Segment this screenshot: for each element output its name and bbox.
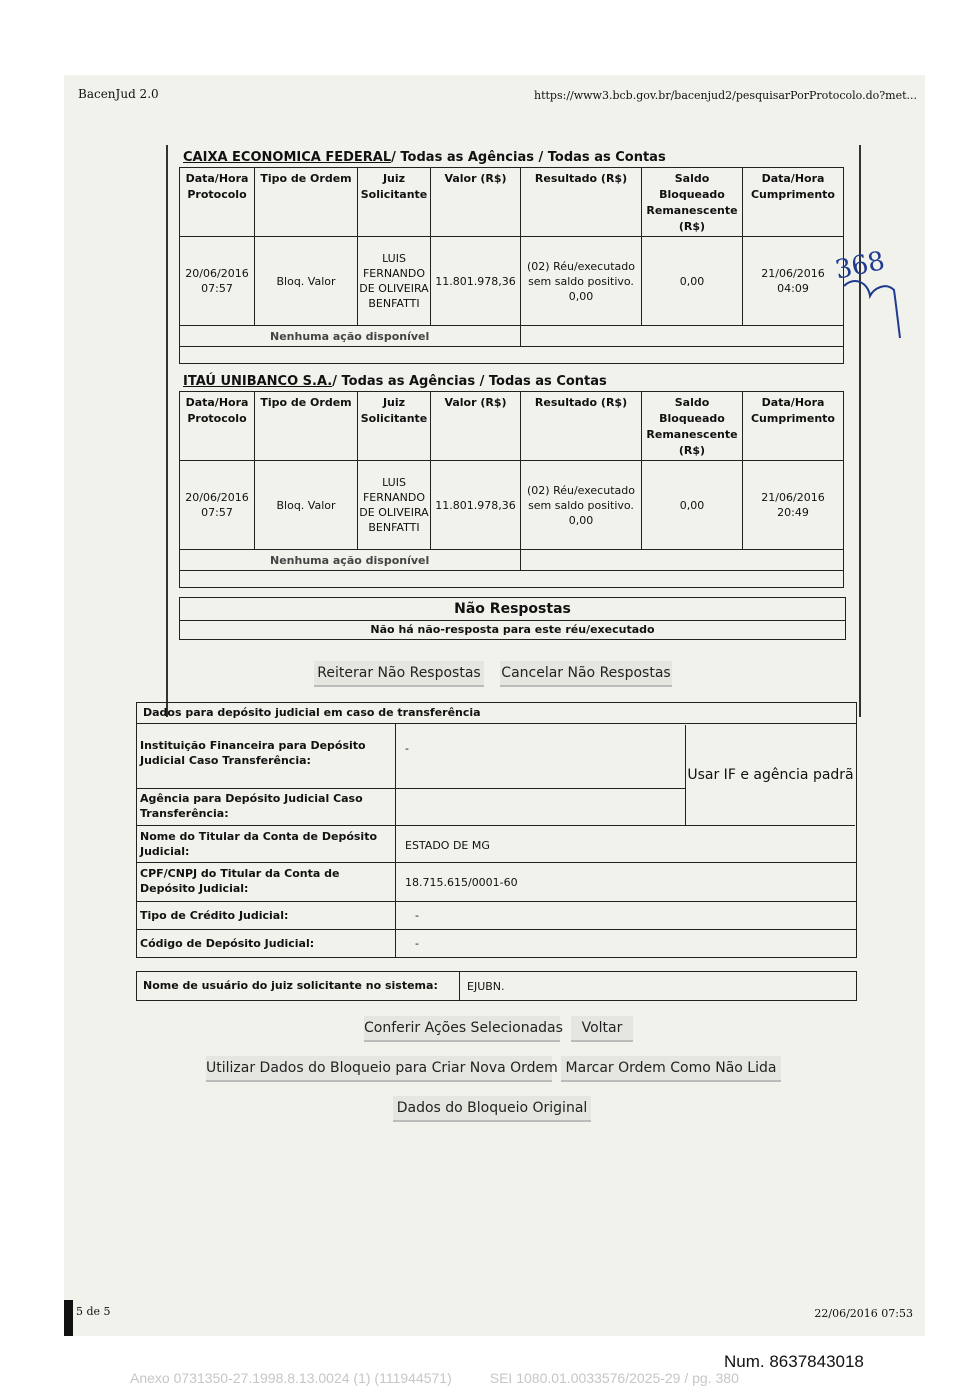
bank-table xyxy=(179,167,844,347)
tipo-credito-cell xyxy=(395,902,396,929)
column-header: Juiz Solicitante xyxy=(358,168,431,237)
document-number: Num. 8637843018 xyxy=(724,1352,864,1371)
tipo-credito-select[interactable]: - xyxy=(415,909,419,922)
stamp-number: 368 xyxy=(832,246,888,286)
cpf-cell xyxy=(395,863,396,901)
divider xyxy=(179,571,844,588)
usar-if-button[interactable]: Usar IF e agência padrã xyxy=(685,725,855,826)
instituicao-select[interactable]: - xyxy=(405,742,409,755)
nao-respostas-box xyxy=(179,597,846,640)
table-header-row xyxy=(180,392,844,461)
bank-name[interactable]: ITAÚ UNIBANCO S.A. xyxy=(183,374,333,389)
instituicao-label: Instituição Financeira para Depósito Judicial Caso Transferência: xyxy=(140,739,366,767)
codigo-row xyxy=(137,930,856,957)
reiterar-button[interactable]: Reiterar Não Respostas xyxy=(314,661,484,687)
sei-text: SEI 1080.01.0033576/2025-29 / pg. 380 xyxy=(489,1370,739,1386)
bank-section-caixa xyxy=(179,149,844,364)
codigo-cell xyxy=(395,930,396,957)
cell-protocolo: 20/06/2016 07:57 xyxy=(180,237,255,326)
divider xyxy=(179,347,844,364)
bank-title xyxy=(179,373,844,391)
usuario-value: EJUBN. xyxy=(467,980,505,993)
usuario-row xyxy=(136,971,857,1001)
page-number: 5 de 5 xyxy=(76,1305,111,1318)
titular-row xyxy=(137,826,856,863)
cell-protocolo: 20/06/2016 07:57 xyxy=(180,461,255,550)
instituicao-row xyxy=(137,724,685,789)
column-header: Tipo de Ordem xyxy=(255,392,358,461)
no-action-empty xyxy=(521,550,844,571)
cpf-label: CPF/CNPJ do Titular da Conta de Depósito Judicial: xyxy=(140,867,340,895)
scan-edge xyxy=(64,1300,73,1336)
cell-saldo: 0,00 xyxy=(642,461,743,550)
cell-cumprimento: 21/06/2016 20:49 xyxy=(743,461,844,550)
column-header: Data/Hora Cumprimento xyxy=(743,392,844,461)
app-title: BacenJud 2.0 xyxy=(78,87,159,101)
column-header: Saldo Bloqueado Remanescente (R$) xyxy=(642,392,743,461)
bank-title xyxy=(179,149,844,167)
nao-respostas-text: Não há não-resposta para este réu/executado xyxy=(370,623,655,636)
cancelar-button[interactable]: Cancelar Não Respostas xyxy=(500,661,672,687)
column-header: Data/Hora Cumprimento xyxy=(743,168,844,237)
cell-cumprimento: 21/06/2016 04:09 xyxy=(743,237,844,326)
usuario-divider xyxy=(459,972,460,1000)
bank-scope: / Todas as Agências / Todas as Contas xyxy=(332,374,607,389)
instituicao-cell xyxy=(395,724,396,788)
column-header: Valor (R$) xyxy=(431,168,521,237)
deposito-section xyxy=(136,702,857,958)
cell-tipo: Bloq. Valor xyxy=(255,461,358,550)
table-row xyxy=(180,237,844,326)
page-url: https://www3.bcb.gov.br/bacenjud2/pesquisarPorProtocolo.do?met... xyxy=(534,89,917,102)
codigo-input[interactable]: - xyxy=(415,937,419,950)
no-action-row xyxy=(180,326,844,347)
cell-juiz: LUIS FERNANDO DE OLIVEIRA BENFATTI xyxy=(358,237,431,326)
conferir-button[interactable]: Conferir Ações Selecionadas xyxy=(364,1016,560,1042)
print-datetime: 22/06/2016 07:53 xyxy=(814,1307,913,1320)
utilizar-dados-button[interactable]: Utilizar Dados do Bloqueio para Criar Nova Ordem xyxy=(206,1056,552,1082)
titular-cell xyxy=(395,826,396,862)
cell-resultado: (02) Réu/executado sem saldo positivo. 0,00 xyxy=(521,461,642,550)
cell-valor: 11.801.978,36 xyxy=(431,461,521,550)
column-header: Resultado (R$) xyxy=(521,392,642,461)
dados-original-button[interactable]: Dados do Bloqueio Original xyxy=(393,1096,591,1122)
cell-resultado: (02) Réu/executado sem saldo positivo. 0,00 xyxy=(521,237,642,326)
no-action-text: Nenhuma ação disponível xyxy=(180,550,521,571)
deposito-heading: Dados para depósito judicial em caso de transferência xyxy=(137,703,856,724)
cell-juiz: LUIS FERNANDO DE OLIVEIRA BENFATTI xyxy=(358,461,431,550)
agencia-row xyxy=(137,789,685,826)
titular-value: ESTADO DE MG xyxy=(405,839,490,852)
usuario-label: Nome de usuário do juiz solicitante no sistema: xyxy=(143,979,438,992)
table-header-row xyxy=(180,168,844,237)
column-header: Valor (R$) xyxy=(431,392,521,461)
document-page xyxy=(64,75,925,1336)
agencia-label: Agência para Depósito Judicial Caso Transferência: xyxy=(140,792,363,820)
tipo-credito-row xyxy=(137,902,856,930)
no-action-empty xyxy=(521,326,844,347)
handwritten-page-stamp xyxy=(830,230,910,340)
cell-tipo: Bloq. Valor xyxy=(255,237,358,326)
titular-label: Nome do Titular da Conta de Depósito Judicial: xyxy=(140,830,378,858)
no-action-row xyxy=(180,550,844,571)
column-header: Saldo Bloqueado Remanescente (R$) xyxy=(642,168,743,237)
cpf-row xyxy=(137,863,856,902)
column-header: Data/Hora Protocolo xyxy=(180,168,255,237)
bank-table xyxy=(179,391,844,571)
tipo-credito-label: Tipo de Crédito Judicial: xyxy=(140,909,289,922)
column-header: Juiz Solicitante xyxy=(358,392,431,461)
marcar-nao-lida-button[interactable]: Marcar Ordem Como Não Lida xyxy=(561,1056,781,1082)
codigo-label: Código de Depósito Judicial: xyxy=(140,937,315,950)
table-row xyxy=(180,461,844,550)
voltar-button[interactable]: Voltar xyxy=(571,1016,633,1042)
anexo-footer xyxy=(130,1370,739,1386)
bank-name[interactable]: CAIXA ECONOMICA FEDERAL xyxy=(183,150,392,165)
nao-respostas-title: Não Respostas xyxy=(180,598,845,621)
bank-scope: / Todas as Agências / Todas as Contas xyxy=(391,150,666,165)
cpf-value: 18.715.615/0001-60 xyxy=(405,876,518,889)
agencia-input[interactable] xyxy=(395,789,396,825)
cell-valor: 11.801.978,36 xyxy=(431,237,521,326)
column-header: Tipo de Ordem xyxy=(255,168,358,237)
cell-saldo: 0,00 xyxy=(642,237,743,326)
anexo-text: Anexo 0731350-27.1998.8.13.0024 (1) (111944571) xyxy=(130,1370,452,1386)
no-action-text: Nenhuma ação disponível xyxy=(180,326,521,347)
bank-section-itau xyxy=(179,373,844,588)
column-header: Resultado (R$) xyxy=(521,168,642,237)
column-header: Data/Hora Protocolo xyxy=(180,392,255,461)
